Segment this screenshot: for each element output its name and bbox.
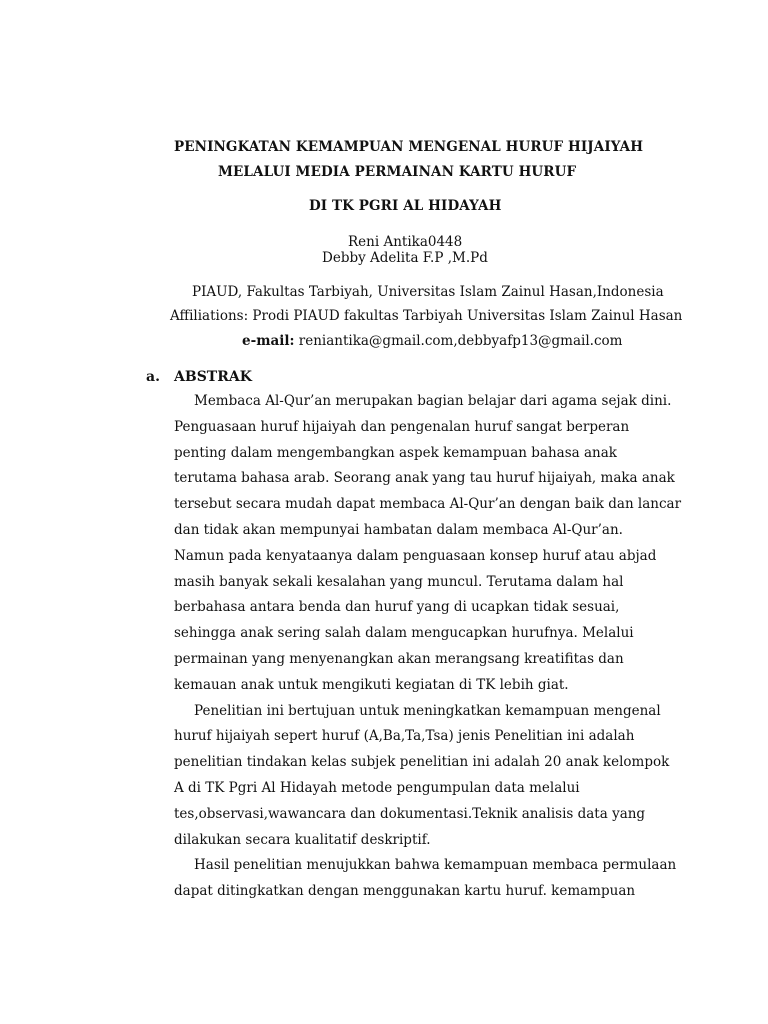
abstract-line: terutama bahasa arab. Seorang anak yang tau huruf hijaiyah, maka anak [174, 470, 675, 487]
affiliation-line-1: PIAUD, Fakultas Tarbiyah, Universitas Islam Zainul Hasan,Indonesia [192, 284, 664, 300]
abstract-line: masih banyak sekali kesalahan yang muncul. Terutama dalam hal [174, 573, 624, 590]
title-line-1: PENINGKATAN KEMAMPUAN MENGENAL HURUF HIJAIYAH [174, 139, 644, 155]
email-line [242, 333, 622, 349]
abstract-line: Namun pada kenyataanya dalam penguasaan konsep huruf atau abjad [174, 547, 657, 564]
abstract-line: Penelitian ini bertujuan untuk meningkatkan kemampuan mengenal [194, 702, 661, 719]
abstract-line: penting dalam mengembangkan aspek kemampuan bahasa anak [174, 444, 617, 461]
abstract-line: A di TK Pgri Al Hidayah metode pengumpulan data melalui [174, 779, 580, 796]
abstract-line: dan tidak akan mempunyai hambatan dalam membaca Al-Qur’an. [174, 521, 623, 538]
title-line-3: DI TK PGRI AL HIDAYAH [309, 198, 502, 214]
abstract-line: sehingga anak sering salah dalam mengucapkan hurufnya. Melalui [174, 625, 634, 642]
abstract-line: berbahasa antara benda dan huruf yang di ucapkan tidak sesuai, [174, 599, 620, 616]
author-name-2: Debby Adelita F.P ,M.Pd [322, 250, 488, 266]
title-line-2: MELALUI MEDIA PERMAINAN KARTU HURUF [218, 164, 577, 180]
author-name-1: Reni Antika0448 [348, 234, 463, 250]
abstract-line: Hasil penelitian menujukkan bahwa kemampuan membaca permulaan [194, 857, 677, 874]
abstract-line: tersebut secara mudah dapat membaca Al-Qur’an dengan baik dan lancar [174, 496, 682, 513]
email-label: e-mail: [242, 333, 295, 349]
abstract-line: dilakukan secara kualitatif deskriptif. [174, 831, 431, 848]
section-marker: a. [146, 369, 160, 385]
email-addresses: reniantika@gmail.com,debbyafp13@gmail.com [294, 333, 623, 349]
section-title: ABSTRAK [174, 369, 252, 385]
abstract-line: dapat ditingkatkan dengan menggunakan kartu huruf. kemampuan [174, 883, 636, 900]
abstract-line: permainan yang menyenangkan akan merangsang kreatifitas dan [174, 650, 624, 667]
abstract-line: tes,observasi,wawancara dan dokumentasi.Teknik analisis data yang [174, 805, 646, 822]
abstract-line: Penguasaan huruf hijaiyah dan pengenalan huruf sangat berperan [174, 418, 630, 435]
abstract-body [174, 389, 682, 905]
abstract-line: kemauan anak untuk mengikuti kegiatan di TK lebih giat. [174, 676, 569, 693]
abstract-line: huruf hijaiyah sepert huruf (A,Ba,Ta,Tsa) jenis Penelitian ini adalah [174, 728, 635, 745]
abstract-line: Membaca Al-Qur’an merupakan bagian belajar dari agama sejak dini. [194, 393, 672, 409]
affiliation-line-2: Affiliations: Prodi PIAUD fakultas Tarbiyah Universitas Islam Zainul Hasan [170, 308, 683, 324]
abstract-line: penelitian tindakan kelas subjek penelitian ini adalah 20 anak kelompok [174, 754, 670, 771]
